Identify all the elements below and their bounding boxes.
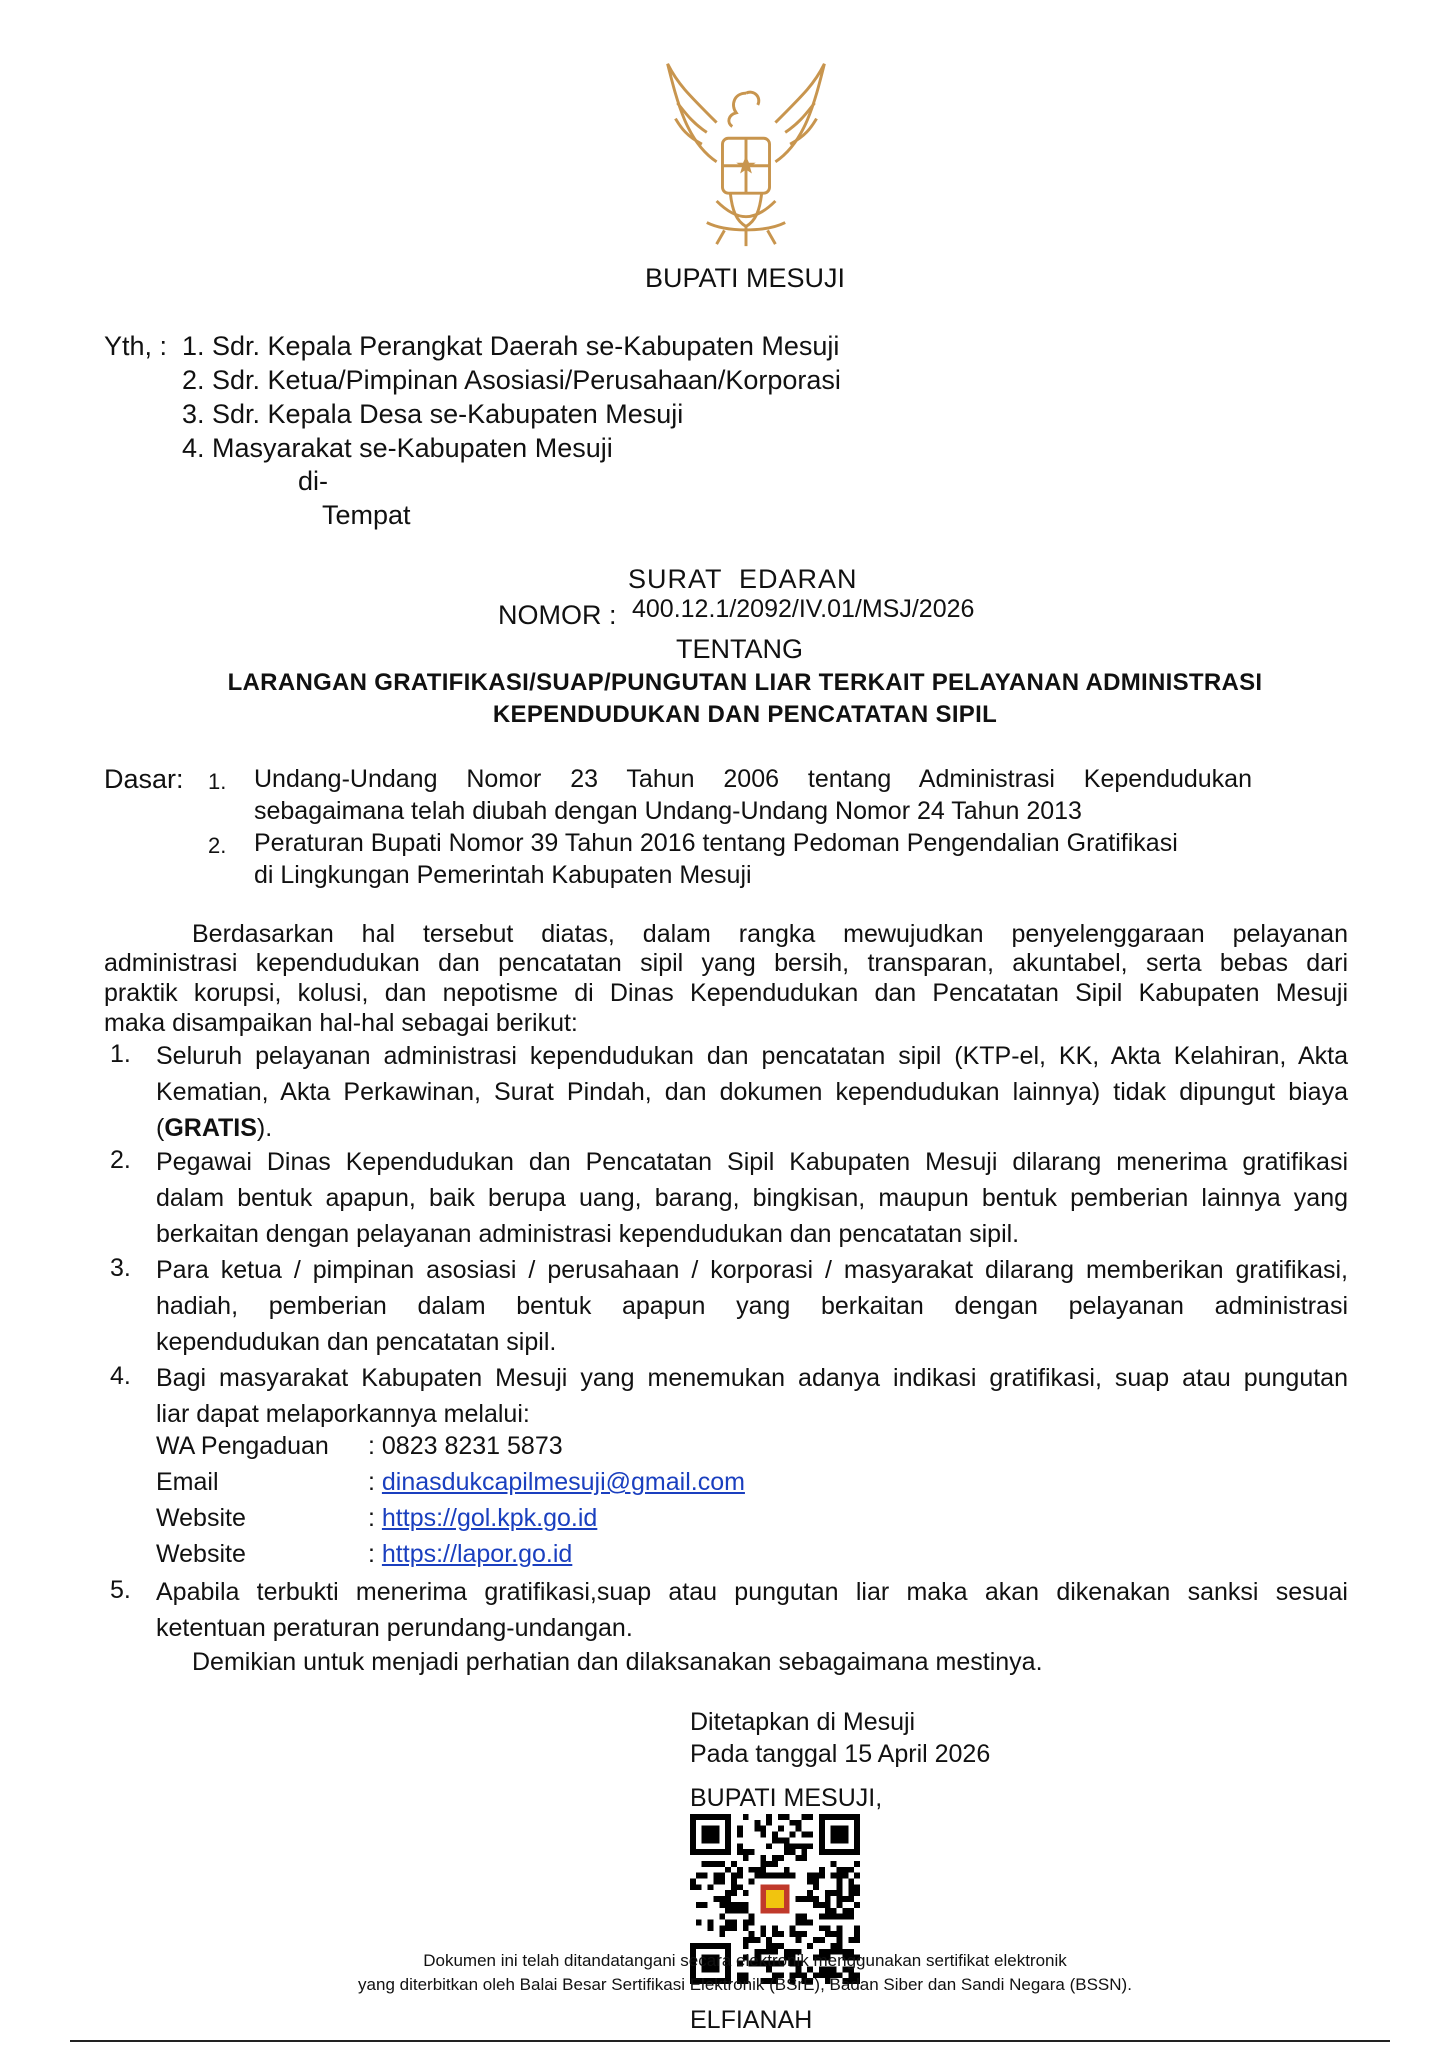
signature-place: Ditetapkan di Mesuji xyxy=(690,1708,916,1736)
closing-sentence: Demikian untuk menjadi perhatian dan dilaksanakan sebagaimana mestinya. xyxy=(192,1648,1043,1676)
contact-label: Email xyxy=(156,1468,219,1496)
point-line: Pegawai Dinas Kependudukan dan Pencatatan Sipil Kabupaten Mesuji dilarang menerima gratifikasi xyxy=(156,1148,1348,1176)
point-number: 3. xyxy=(110,1254,131,1282)
signature-date: Pada tanggal 15 April 2026 xyxy=(690,1740,991,1768)
recipient-item: 1. Sdr. Kepala Perangkat Daerah se-Kabupaten Mesuji xyxy=(182,331,840,361)
dasar-label: Dasar: xyxy=(104,764,184,794)
recipient-tempat: Tempat xyxy=(322,500,411,530)
footer-note-line: yang diterbitkan oleh Balai Besar Sertifikasi Elektronik (BSrE), Badan Siber dan Sandi Negara (BSSN). xyxy=(358,1975,1132,1994)
point-line: hadiah, pemberian dalam bentuk apapun yang berkaitan dengan pelayanan administrasi xyxy=(156,1292,1348,1320)
point-line: Bagi masyarakat Kabupaten Mesuji yang menemukan adanya indikasi gratifikasi, suap atau pungutan xyxy=(156,1364,1348,1392)
contact-value-email: : dinasdukcapilmesuji@gmail.com xyxy=(368,1468,745,1496)
point-line: ketentuan peraturan perundang-undangan. xyxy=(156,1614,633,1642)
intro-line: maka disampaikan hal-hal sebagai berikut: xyxy=(104,1009,578,1037)
recipient-di: di- xyxy=(298,466,329,496)
dasar-line: Undang-Undang Nomor 23 Tahun 2006 tentang Administrasi Kependudukan xyxy=(254,765,1252,793)
nomor-value: 400.12.1/2092/IV.01/MSJ/2026 xyxy=(632,595,975,623)
letter-type: SURAT EDARAN xyxy=(628,564,858,594)
point-line: liar dapat melaporkannya melalui: xyxy=(156,1400,530,1428)
point-number: 1. xyxy=(110,1040,131,1068)
contact-value-website: : https://gol.kpk.go.id xyxy=(368,1504,598,1532)
contact-label: Website xyxy=(156,1504,246,1532)
dasar-number: 1. xyxy=(208,769,227,794)
point-line-last: (GRATIS). xyxy=(156,1114,273,1142)
contact-value-website: : https://lapor.go.id xyxy=(368,1540,573,1568)
signature-title: BUPATI MESUJI, xyxy=(690,1784,883,1812)
contact-label: WA Pengaduan xyxy=(156,1432,329,1460)
recipient-label: Yth, : xyxy=(104,331,168,361)
point-line: Para ketua / pimpinan asosiasi / perusahaan / korporasi / masyarakat dilarang memberikan gratifikasi, xyxy=(156,1256,1348,1284)
subject-heading: KEPENDUDUKAN DAN PENCATATAN SIPIL xyxy=(492,701,998,728)
lapor-website-link[interactable]: https://lapor.go.id xyxy=(381,1540,573,1568)
subject-heading: LARANGAN GRATIFIKASI/SUAP/PUNGUTAN LIAR TERKAIT PELAYANAN ADMINISTRASI xyxy=(227,669,1263,696)
email-link[interactable]: dinasdukcapilmesuji@gmail.com xyxy=(381,1468,745,1496)
recipient-item: 3. Sdr. Kepala Desa se-Kabupaten Mesuji xyxy=(182,399,684,429)
point-number: 5. xyxy=(110,1576,131,1604)
point-line: Kematian, Akta Perkawinan, Surat Pindah, dan dokumen kependudukan lainnya) tidak dipungut biaya xyxy=(156,1078,1348,1106)
contact-label: Website xyxy=(156,1540,246,1568)
tentang-label: TENTANG xyxy=(676,634,803,664)
dasar-line: di Lingkungan Pemerintah Kabupaten Mesuji xyxy=(254,861,752,889)
contact-value-phone: : 0823 8231 5873 xyxy=(368,1432,563,1460)
intro-line: praktik korupsi, kolusi, dan nepotisme di Dinas Kependudukan dan Pencatatan Sipil Kabupaten Mesuji xyxy=(104,979,1348,1007)
signer-name: ELFIANAH xyxy=(690,2006,813,2034)
point-line: berkaitan dengan pelayanan administrasi kependudukan dan pencatatan sipil. xyxy=(156,1220,1020,1248)
point-line: Apabila terbukti menerima gratifikasi,suap atau pungutan liar maka akan dikenakan sanksi sesuai xyxy=(156,1578,1348,1606)
footer-note-line: Dokumen ini telah ditandatangani secara elektronik menggunakan sertifikat elektronik xyxy=(423,1951,1067,1970)
kpk-website-link[interactable]: https://gol.kpk.go.id xyxy=(381,1504,598,1532)
nomor-label: NOMOR : xyxy=(498,600,617,630)
point-number: 4. xyxy=(110,1362,131,1390)
point-line: Seluruh pelayanan administrasi kependudukan dan pencatatan sipil (KTP-el, KK, Akta Kelahiran, Akta xyxy=(156,1042,1348,1070)
point-line: dalam bentuk apapun, baik berupa uang, barang, bingkisan, maupun bentuk pemberian lainnya yang xyxy=(156,1184,1348,1212)
intro-line: Berdasarkan hal tersebut diatas, dalam rangka mewujudkan penyelenggaraan pelayanan xyxy=(192,920,1348,948)
point-number: 2. xyxy=(110,1146,131,1174)
point-line: kependudukan dan pencatatan sipil. xyxy=(156,1328,557,1356)
intro-line: administrasi kependudukan dan pencatatan sipil yang bersih, transparan, akuntabel, serta bebas dari xyxy=(104,949,1348,977)
dasar-line: Peraturan Bupati Nomor 39 Tahun 2016 tentang Pedoman Pengendalian Gratifikasi xyxy=(254,829,1178,857)
dasar-number: 2. xyxy=(208,833,227,858)
garuda-emblem-icon xyxy=(648,54,844,250)
recipient-item: 4. Masyarakat se-Kabupaten Mesuji xyxy=(182,433,613,463)
letterhead-title: BUPATI MESUJI xyxy=(644,263,846,293)
bottom-rule xyxy=(70,2040,1390,2042)
gratis-emphasis: GRATIS xyxy=(164,1114,257,1142)
dasar-line: sebagaimana telah diubah dengan Undang-Undang Nomor 24 Tahun 2013 xyxy=(254,797,1082,825)
recipient-item: 2. Sdr. Ketua/Pimpinan Asosiasi/Perusahaan/Korporasi xyxy=(182,365,841,395)
